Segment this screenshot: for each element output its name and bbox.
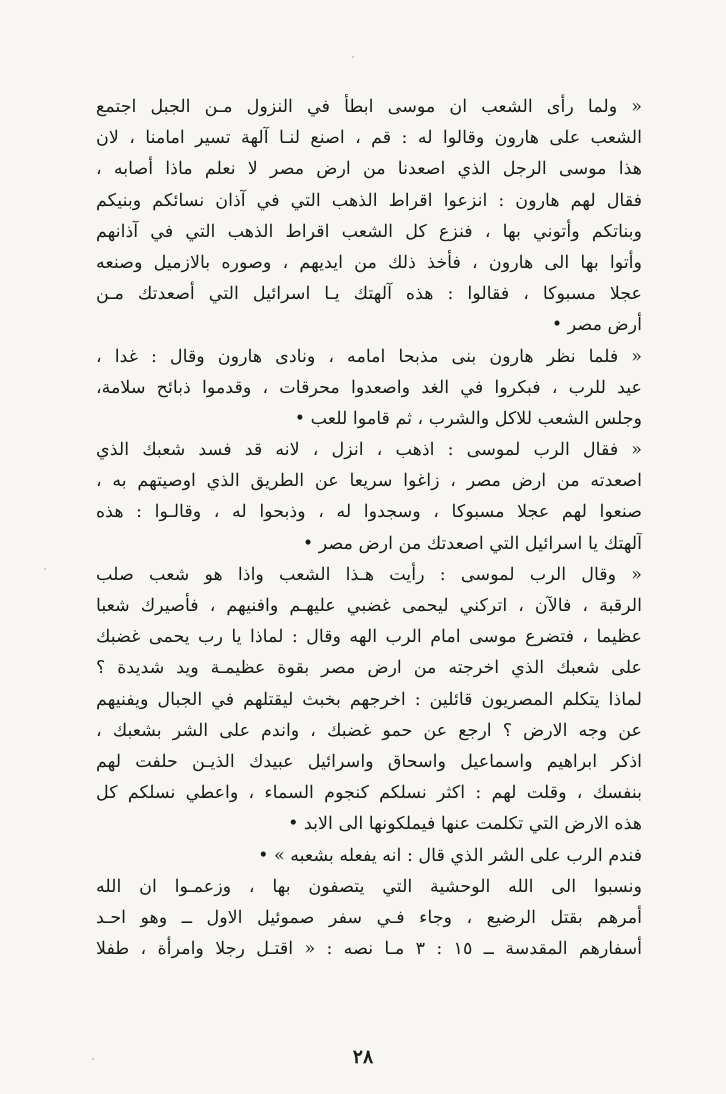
text-line: « ولما رأى الشعب ان موسى ابطأ في النزول مـن الجبل اجتمع: [96, 97, 642, 117]
text-line: لماذا يتكلم المصريون قائلين : اخرجهم بخبث ليقتلهم في الجبال ويفنيهم: [96, 689, 642, 710]
text-line: عظيما ، فتضرع موسى امام الرب الهه وقال : لماذا يا رب يحمى غضبك: [96, 627, 642, 648]
text-line: بنفسك ، وقلت لهم : اكثر نسلكم كنجوم السماء ، واعطي نسلكم كل: [96, 783, 642, 804]
page-number: ٢٨: [352, 1046, 374, 1068]
text-line: وأتوا بها الى هارون ، فأخذ ذلك من ايديهم ، وصوره بالازميل وصنعه: [96, 252, 642, 273]
text-line: « فلما نظر هارون بنى مذبحا امامه ، ونادى هارون وقال : غدا ،: [96, 346, 642, 367]
text-line: الشعب على هارون وقالوا له : قم ، اصنع لنـا آلهة تسير امامنا ، لان: [96, 128, 642, 149]
text-line: على شعبك الذي اخرجته من ارض مصر بقوة عظيمـة ويد شديدة ؟: [96, 658, 642, 679]
text-line: أمرهم بقتل الرضيع ، وجاء فـي سفر صموئيل الاول ــ وهو احـد: [96, 907, 642, 928]
text-line: صنعوا لهم عجلا مسبوكا ، وسجدوا له ، وذبحوا له ، وقالـوا : هذه: [96, 502, 642, 523]
text-line: عيد للرب ، فبكروا في الغد واصعدوا محرقات ، وقدموا ذبائح سلامة،: [96, 377, 642, 398]
text-line: الرقبة ، فالآن ، اتركني ليحمى غضبي عليهـم وافنيهم ، فأصيرك شعبا: [96, 596, 642, 616]
text-line: فقال لهم هارون : انزعوا اقراط الذهب التي في آذان نسائكم وبنيكم: [96, 190, 642, 211]
text-line: أسفارهم المقدسة ــ ١٥ : ٣ مـا نصه : « اقتـل رجلا وامرأة ، طفلا: [96, 939, 642, 960]
text-line: أرض مصر •: [551, 315, 642, 336]
text-line: ونسبوا الى الله الوحشية التي يتصفون بها ، وزعمـوا ان الله: [96, 876, 642, 897]
text-line: آلهتك يا اسرائيل التي اصعدتك من ارض مصر •: [302, 533, 642, 554]
text-line: عن وجه الارض ؟ ارجع عن حمو غضبك ، واندم على الشر بشعبك ،: [96, 720, 642, 741]
text-line: هذا موسى الرجل الذي اصعدنا من ارض مصر لا نعلم ماذا أصابه ،: [96, 159, 642, 180]
text-line: اصعدته من ارض مصر ، زاغوا سريعا عن الطريق الذي اوصيتهم به ،: [96, 471, 642, 492]
text-line: عجلا مسبوكا ، فقالوا : هذه آلهتك يـا اسرائيل التي أصعدتك مـن: [96, 284, 642, 305]
text-line: وبناتكم وأتوني بها ، فنزع كل الشعب اقراط الذهب التي في آذانهم: [96, 221, 642, 242]
text-line: « فقال الرب لموسى : اذهب ، انزل ، لانه قد فسد شعبك الذي: [96, 440, 642, 461]
text-line: وجلس الشعب للاكل والشرب ، ثم قاموا للعب •: [294, 408, 642, 429]
text-line: هذه الارض التي تكلمت عنها فيملكونها الى الابد •: [288, 814, 642, 835]
body-text: [96, 92, 642, 965]
text-line: « وقال الرب لموسى : رأيت هـذا الشعب واذا هو شعب صلب: [96, 564, 642, 585]
scan-speck: [352, 56, 354, 58]
text-line: اذكر ابراهيم واسماعيل واسحاق واسرائيل عبيدك الذيـن حلفت لهم: [96, 751, 642, 772]
text-line: فندم الرب على الشر الذي قال : انه يفعله بشعبه » •: [258, 845, 642, 866]
scan-speck: [92, 1058, 94, 1060]
scan-speck: [44, 568, 46, 570]
